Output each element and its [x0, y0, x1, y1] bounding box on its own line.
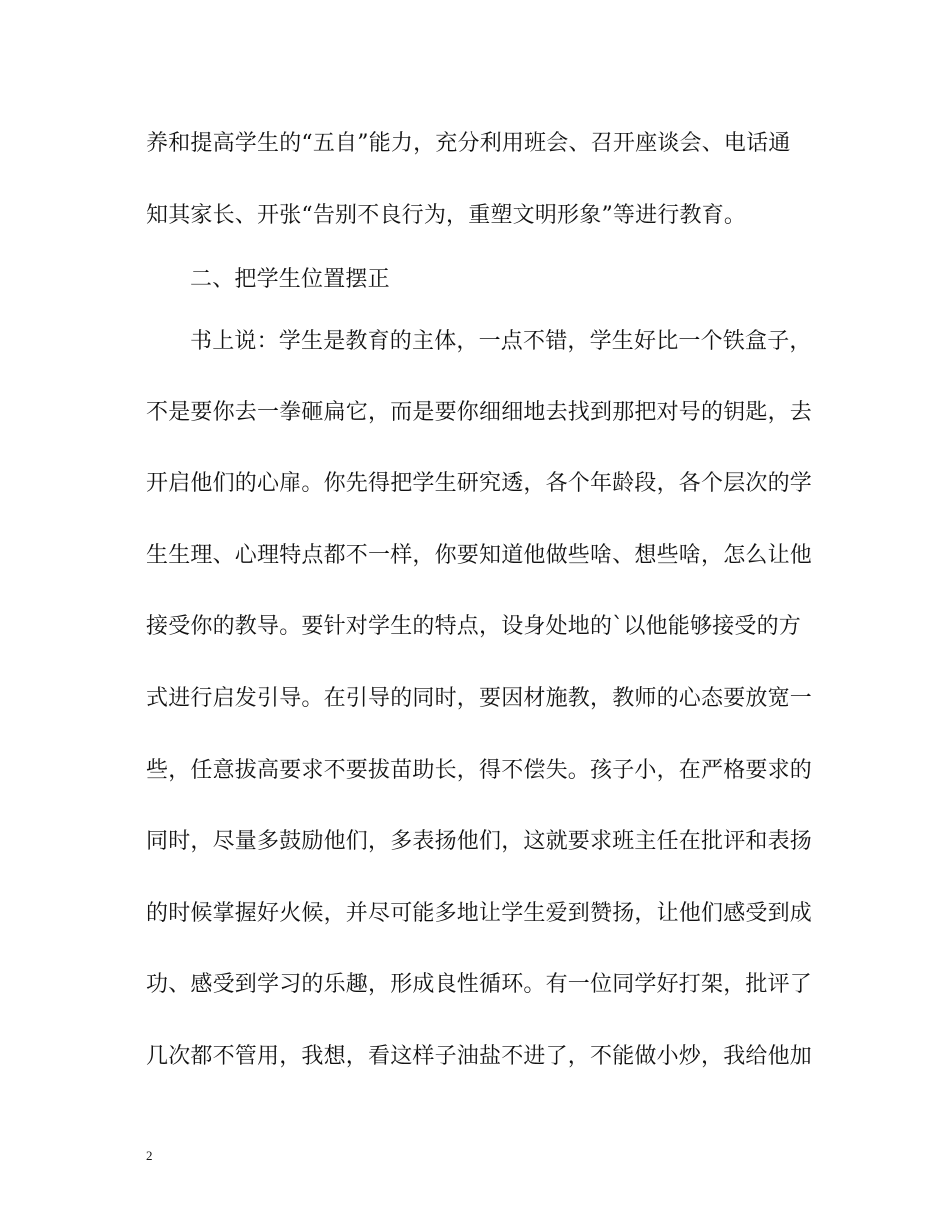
text-line: 几次都不管用，我想，看这样子油盐不进了，不能做小炒，我给他加 — [146, 1044, 813, 1069]
text-line: 养和提高学生的“五自”能力，充分利用班会、召开座谈会、电话通 — [146, 131, 791, 156]
page-number: 2 — [146, 1148, 153, 1163]
text-line: 不是要你去一拳砸扁它，而是要你细细地去找到那把对号的钥匙，去 — [146, 400, 813, 425]
text-line: 知其家长、开张“告别不良行为，重塑文明形象”等进行教育。 — [146, 203, 747, 228]
text-line: 书上说：学生是教育的主体，一点不错，学生好比一个铁盒子， — [190, 329, 812, 354]
text-line: 生生理、心理特点都不一样，你要知道他做些啥、想些啥，怎么让他 — [146, 543, 813, 568]
text-line: 接受你的教导。要针对学生的特点，设身处地的`以他能够接受的方 — [146, 614, 802, 639]
text-line: 式进行启发引导。在引导的同时，要因材施教，教师的心态要放宽一 — [146, 686, 813, 711]
text-line: 些，任意拔高要求不要拔苗助长，得不偿失。孩子小，在严格要求的 — [146, 758, 813, 783]
text-line: 功、感受到学习的乐趣，形成良性循环。有一位同学好打架，批评了 — [146, 972, 813, 997]
section-heading: 二、把学生位置摆正 — [190, 267, 390, 292]
text-line: 同时，尽量多鼓励他们，多表扬他们，这就要求班主任在批评和表扬 — [146, 829, 813, 854]
text-line: 的时候掌握好火候，并尽可能多地让学生爱到赞扬，让他们感受到成 — [146, 901, 813, 926]
text-line: 开启他们的心扉。你先得把学生研究透，各个年龄段，各个层次的学 — [146, 471, 813, 496]
